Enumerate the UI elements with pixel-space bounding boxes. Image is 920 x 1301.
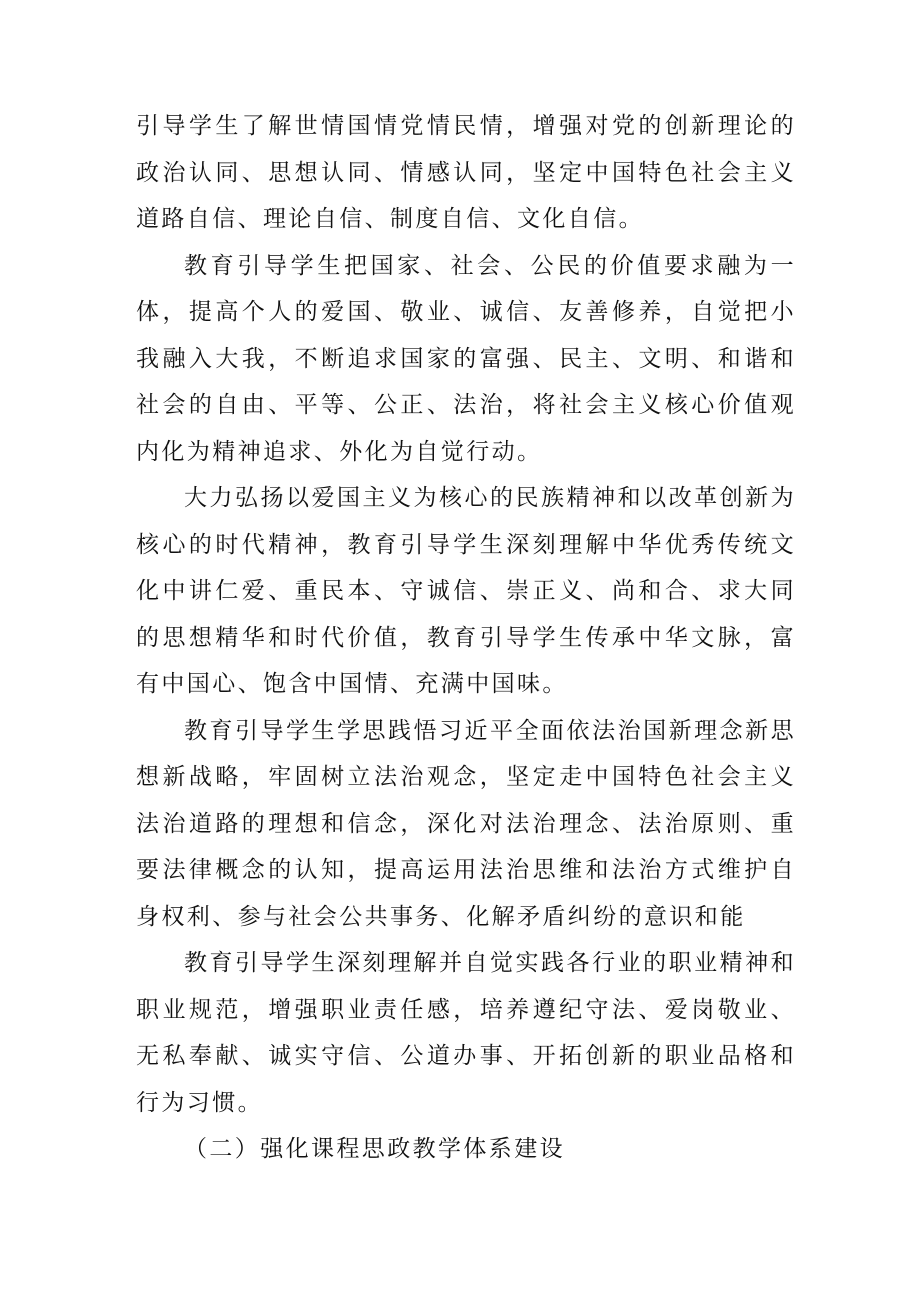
paragraph-2: 教育引导学生把国家、社会、公民的价值要求融为一体，提高个人的爱国、敬业、诚信、友善修养，自觉把小我融入大我，不断追求国家的富强、民主、文明、和谐和社会的自由、平等、公正、法治，将社会主义核心价值观内化为精神追求、外化为自觉行动。: [136, 252, 796, 465]
paragraph-5: 教育引导学生深刻理解并自觉实践各行业的职业精神和职业规范，增强职业责任感，培养遵纪守法、爱岗敬业、无私奉献、诚实守信、公道办事、开拓创新的职业品格和行为习惯。: [136, 950, 796, 1116]
paragraph-1: 引导学生了解世情国情党情民情，增强对党的创新理论的政治认同、思想认同、情感认同，坚定中国特色社会主义道路自信、理论自信、制度自信、文化自信。: [136, 113, 796, 232]
paragraph-3: 大力弘扬以爱国主义为核心的民族精神和以改革创新为核心的时代精神，教育引导学生深刻理解中华优秀传统文化中讲仁爱、重民本、守诚信、崇正义、尚和合、求大同的思想精华和时代价值，教育引导学生传承中华文脉，富有中国心、饱含中国情、充满中国味。: [136, 485, 796, 697]
document-page: [136, 103, 796, 1173]
section-heading: （二）强化课程思政教学体系建设: [184, 1136, 565, 1162]
paragraph-4: 教育引导学生学思践悟习近平全面依法治国新理念新思想新战略，牢固树立法治观念，坚定走中国特色社会主义法治道路的理想和信念，深化对法治理念、法治原则、重要法律概念的认知，提高运用法治思维和法治方式维护自身权利、参与社会公共事务、化解矛盾纠纷的意识和能: [136, 717, 796, 930]
